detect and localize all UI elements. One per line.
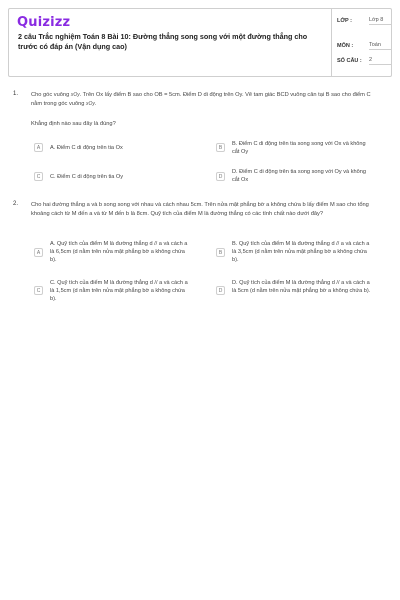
- option-text[interactable]: B. Điểm C di động trên tia song song với Ox và không cắt Oy: [232, 141, 366, 155]
- worksheet-title: 2 câu Trắc nghiệm Toán 8 Bài 10: Đường thẳng song song với một đường thẳng cho trước có đáp án (Vận dụng cao): [18, 32, 308, 51]
- angle-symbol: xOy: [70, 92, 80, 98]
- option-text[interactable]: A. Điểm C di động trên tia Ox: [50, 145, 123, 151]
- class-label: LỚP :: [337, 18, 352, 24]
- question-text-part: Cho góc vuông: [31, 92, 71, 98]
- option-text[interactable]: C. Quỹ tích của điểm M là đường thẳng d // a và cách a là 1,5cm (d nằm trên nửa mặt phẳng bờ a không chứa b).: [50, 280, 188, 302]
- option-text[interactable]: A. Quỹ tích của điểm M là đường thẳng d // a và cách a là 6,5cm (d nằm trên nửa mặt phẳng bờ a không chứa b).: [50, 241, 188, 263]
- quizizz-logo: Quizizz: [17, 15, 71, 30]
- count-value: 2: [369, 56, 391, 65]
- option-letter[interactable]: A: [34, 248, 43, 257]
- question-text-part: .: [94, 101, 97, 107]
- question-text: Cho hai đường thẳng a và b song song với nhau và cách nhau 5cm. Trên nửa mặt phẳng bờ a không chứa b lấy điểm M sao cho tổng khoảng cách từ M đến a và từ M đến b là 8cm. Quỹ tích của điểm M là đường thẳng có các tính chất nào dưới đây?: [31, 202, 369, 217]
- question-text: [31, 91, 383, 109]
- question-number: 2.: [13, 201, 19, 207]
- option-text[interactable]: B. Quỹ tích của điểm M là đường thẳng d // a và cách a là 3,5cm (d nằm trên nửa mặt phẳng bờ a không chứa b).: [232, 241, 370, 263]
- header-divider: [331, 9, 332, 76]
- question-prompt: Khẳng định nào sau đây là đúng?: [31, 121, 116, 127]
- subject-value: Toán: [369, 41, 391, 50]
- worksheet-header: [8, 8, 392, 77]
- option-text[interactable]: D. Điểm C di động trên tia song song với Oy và không cắt Ox: [232, 169, 366, 183]
- question-number: 1.: [13, 91, 19, 97]
- option-letter[interactable]: C: [34, 172, 43, 181]
- option-letter[interactable]: A: [34, 143, 43, 152]
- option-text[interactable]: C. Điểm C di động trên tia Oy: [50, 174, 124, 180]
- option-letter[interactable]: C: [34, 286, 43, 295]
- subject-label: MÔN :: [337, 43, 354, 49]
- count-label: SỐ CÂU :: [337, 58, 362, 64]
- option-letter[interactable]: D: [216, 286, 225, 295]
- option-text[interactable]: D. Quỹ tích của điểm M là đường thẳng d // a và cách a là 5cm (d nằm trên nửa mặt phẳng bờ a không chứa b).: [232, 280, 371, 294]
- angle-symbol: xOy: [86, 101, 95, 107]
- option-letter[interactable]: D: [216, 172, 225, 181]
- question-text-part: . Trên Ox lấy điểm B sao cho OB = 5cm. Điểm D di động trên Oy. Vẽ tam giác BCD vuông cân tại B sao cho điểm C nằm trong góc vuông: [31, 92, 371, 107]
- option-letter[interactable]: B: [216, 143, 225, 152]
- class-value: Lớp 8: [369, 16, 391, 25]
- option-letter[interactable]: B: [216, 248, 225, 257]
